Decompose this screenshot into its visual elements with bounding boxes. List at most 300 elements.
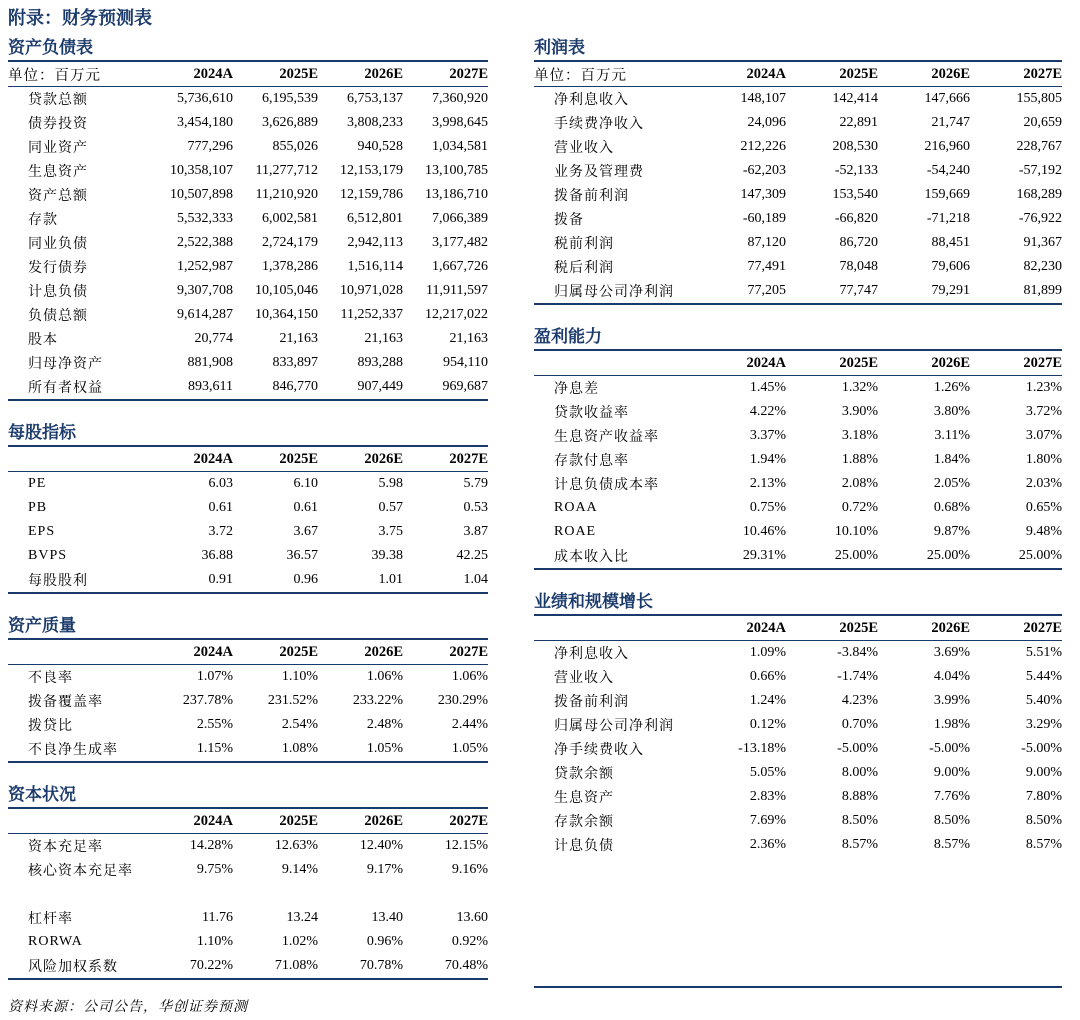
cell-value: 71.08%: [274, 958, 318, 973]
cell-value: 79,606: [931, 259, 970, 274]
cell-value: 24,096: [747, 115, 786, 130]
cell-value: 77,747: [839, 283, 878, 298]
cell-value: 3.75: [378, 524, 403, 539]
cell-value: 0.61: [208, 500, 233, 515]
unit-label: 单位：百万元: [534, 67, 627, 84]
row-label: 生息资产: [554, 791, 614, 806]
table-row: [534, 641, 1062, 666]
cell-value: 237.78%: [182, 693, 233, 708]
row-label: 所有者权益: [28, 381, 103, 396]
cell-value: 4.22%: [749, 404, 786, 419]
table-row: [534, 809, 1062, 833]
cell-value: 881,908: [187, 355, 233, 370]
cell-value: -71,218: [926, 211, 970, 226]
cell-value: 159,669: [924, 187, 970, 202]
cell-value: 70.22%: [189, 958, 233, 973]
cell-value: 21,163: [449, 331, 488, 346]
cell-value: 25.00%: [834, 548, 878, 563]
table-row: [534, 231, 1062, 255]
table-row: [534, 713, 1062, 737]
cell-value: 3.67: [293, 524, 318, 539]
cell-value: 21,163: [364, 331, 403, 346]
row-label: 归母净资产: [28, 357, 103, 372]
table-row: [8, 231, 488, 255]
cell-value: 0.65%: [1025, 500, 1062, 515]
table-row: [534, 785, 1062, 809]
cell-value: 2.54%: [281, 717, 318, 732]
cell-value: 0.61: [293, 500, 318, 515]
cell-value: 3.18%: [841, 428, 878, 443]
table-row: [8, 255, 488, 279]
income-statement-title: 利润表: [534, 36, 1062, 62]
cell-value: 954,110: [443, 355, 488, 370]
row-label: 同业资产: [28, 141, 88, 156]
cell-value: 11,277,712: [255, 163, 318, 178]
row-label: 净利息收入: [554, 647, 629, 662]
table-row: [8, 375, 488, 400]
spacer-row: [8, 882, 488, 906]
row-label: 归属母公司净利润: [554, 719, 674, 734]
cell-value: 2.05%: [933, 476, 970, 491]
cell-value: 5.51%: [1025, 645, 1062, 660]
cell-value: 4.23%: [841, 693, 878, 708]
row-label: 营业收入: [554, 671, 614, 686]
row-label: 贷款余额: [554, 767, 614, 782]
row-label: 存款余额: [554, 815, 614, 830]
year-header: 2025E: [839, 65, 878, 82]
cell-value: 8.57%: [1025, 837, 1062, 852]
cell-value: 8.57%: [933, 837, 970, 852]
cell-value: 212,226: [740, 139, 786, 154]
cell-value: 1.04: [463, 572, 488, 587]
cell-value: 1.32%: [841, 380, 878, 395]
cell-value: 230.29%: [437, 693, 488, 708]
table-header-row: [534, 616, 1062, 641]
cell-value: 5.44%: [1025, 669, 1062, 684]
row-label: BVPS: [28, 548, 68, 563]
cell-value: 10,358,107: [170, 163, 233, 178]
cell-value: 0.92%: [451, 934, 488, 949]
cell-value: 2.36%: [749, 837, 786, 852]
cell-value: 148,107: [740, 91, 786, 106]
cell-value: 10,507,898: [170, 187, 233, 202]
row-label: PB: [28, 500, 48, 515]
year-header: 2025E: [279, 812, 318, 829]
row-label: 股本: [28, 333, 58, 348]
row-label: 业务及管理费: [554, 165, 644, 180]
table-header-row: [534, 351, 1062, 376]
cell-value: 21,747: [931, 115, 970, 130]
cell-value: 2.55%: [196, 717, 233, 732]
cell-value: 9.48%: [1025, 524, 1062, 539]
cell-value: 6,512,801: [347, 211, 403, 226]
cell-value: 2,522,388: [177, 235, 233, 250]
cell-value: -66,820: [834, 211, 878, 226]
table-row: [534, 496, 1062, 520]
cell-value: 81,899: [1023, 283, 1062, 298]
cell-value: 14.28%: [189, 838, 233, 853]
table-row: [8, 834, 488, 859]
cell-value: 10,364,150: [255, 307, 318, 322]
cell-value: 12.15%: [444, 838, 488, 853]
cell-value: 3.07%: [1025, 428, 1062, 443]
cell-value: 11,210,920: [255, 187, 318, 202]
growth-table: [534, 616, 1062, 857]
table-row: [534, 400, 1062, 424]
cell-value: 1.08%: [281, 741, 318, 756]
table-row: [8, 472, 488, 497]
table-header-row: [8, 640, 488, 665]
cell-value: 12,217,022: [425, 307, 488, 322]
row-label: 存款付息率: [554, 454, 629, 469]
cell-value: 1.02%: [281, 934, 318, 949]
unit-label: 单位：百万元: [8, 67, 101, 84]
cell-value: 12.63%: [274, 838, 318, 853]
cell-value: 969,687: [442, 379, 488, 394]
cell-value: 2,942,113: [347, 235, 403, 250]
table-row: [8, 111, 488, 135]
cell-value: 5,532,333: [177, 211, 233, 226]
table-row: [8, 159, 488, 183]
cell-value: -62,203: [742, 163, 786, 178]
row-label: 拨备: [554, 213, 584, 228]
cell-value: -5.00%: [837, 741, 878, 756]
balance-sheet-title: 资产负债表: [8, 36, 488, 62]
cell-value: 3.99%: [933, 693, 970, 708]
cell-value: 9.87%: [933, 524, 970, 539]
table-row: [534, 424, 1062, 448]
left-column: [8, 36, 488, 980]
cell-value: 5,736,610: [177, 91, 233, 106]
table-row: [534, 207, 1062, 231]
cell-value: 0.96: [293, 572, 318, 587]
cell-value: 5.98: [378, 476, 403, 491]
cell-value: 168,289: [1016, 187, 1062, 202]
cell-value: -3.84%: [837, 645, 878, 660]
cell-value: 3,998,645: [432, 115, 488, 130]
cell-value: 3,454,180: [177, 115, 233, 130]
cell-value: 777,296: [187, 139, 233, 154]
cell-value: 0.68%: [933, 500, 970, 515]
cell-value: 1.26%: [933, 380, 970, 395]
cell-value: 1.84%: [933, 452, 970, 467]
cell-value: 3,177,482: [432, 235, 488, 250]
table-row: [8, 520, 488, 544]
table-row: [534, 689, 1062, 713]
cell-value: 0.66%: [749, 669, 786, 684]
cell-value: 0.70%: [841, 717, 878, 732]
row-label: 净手续费收入: [554, 743, 644, 758]
cell-value: 907,449: [357, 379, 403, 394]
year-header: 2024A: [746, 65, 786, 82]
growth-title: 业绩和规模增长: [534, 590, 1062, 616]
row-label: PE: [28, 476, 47, 491]
year-header: 2027E: [1023, 354, 1062, 371]
cell-value: 228,767: [1016, 139, 1062, 154]
table-row: [8, 665, 488, 690]
cell-value: 10.10%: [834, 524, 878, 539]
cell-value: 5.05%: [749, 765, 786, 780]
table-row: [8, 351, 488, 375]
table-row: [8, 906, 488, 930]
cell-value: 3.72: [208, 524, 233, 539]
cell-value: 5.40%: [1025, 693, 1062, 708]
cell-value: -76,922: [1018, 211, 1062, 226]
row-label: 负债总额: [28, 309, 88, 324]
cell-value: 70.78%: [359, 958, 403, 973]
cell-value: 79,291: [931, 283, 970, 298]
cell-value: 2.83%: [749, 789, 786, 804]
cell-value: 833,897: [272, 355, 318, 370]
cell-value: 940,528: [357, 139, 403, 154]
cell-value: 6.03: [208, 476, 233, 491]
cell-value: 1.45%: [749, 380, 786, 395]
table-row: [534, 761, 1062, 785]
cell-value: 0.53: [463, 500, 488, 515]
cell-value: 3.80%: [933, 404, 970, 419]
per-share-title: 每股指标: [8, 421, 488, 447]
row-label: 核心资本充足率: [28, 864, 133, 879]
cell-value: 1,252,987: [177, 259, 233, 274]
cell-value: 893,288: [357, 355, 403, 370]
row-label: 净息差: [554, 382, 599, 397]
cell-value: 87,120: [747, 235, 786, 250]
cell-value: 5.79: [463, 476, 488, 491]
table-row: [534, 111, 1062, 135]
year-header: 2025E: [279, 643, 318, 660]
cell-value: 1.88%: [841, 452, 878, 467]
source-note: 资料来源：公司公告，华创证券预测: [8, 999, 248, 1015]
year-header: 2025E: [279, 65, 318, 82]
year-header: 2024A: [193, 812, 233, 829]
cell-value: 147,666: [924, 91, 970, 106]
cell-value: 3.11%: [934, 428, 970, 443]
cell-value: 1.05%: [451, 741, 488, 756]
cell-value: 142,414: [832, 91, 878, 106]
cell-value: 12,153,179: [340, 163, 403, 178]
cell-value: 36.88: [201, 548, 233, 563]
table-header-row: [8, 62, 488, 87]
table-row: [8, 689, 488, 713]
cell-value: 9.00%: [1025, 765, 1062, 780]
row-label: 拨备前利润: [554, 189, 629, 204]
cell-value: 2.13%: [749, 476, 786, 491]
year-header: 2027E: [449, 450, 488, 467]
cell-value: 10,971,028: [340, 283, 403, 298]
cell-value: 1.98%: [933, 717, 970, 732]
table-header-row: [8, 809, 488, 834]
row-label: 生息资产收益率: [554, 430, 659, 445]
cell-value: 20,774: [194, 331, 233, 346]
row-label: 不良净生成率: [28, 743, 118, 758]
table-row: [8, 135, 488, 159]
row-label: 计息负债: [554, 839, 614, 854]
cell-value: 1.23%: [1025, 380, 1062, 395]
cell-value: 3,626,889: [262, 115, 318, 130]
row-label: 资产总额: [28, 189, 88, 204]
row-label: 不良率: [28, 671, 73, 686]
cell-value: 2.03%: [1025, 476, 1062, 491]
row-label: 贷款收益率: [554, 406, 629, 421]
table-row: [8, 327, 488, 351]
cell-value: 1.01: [378, 572, 403, 587]
year-header: 2026E: [364, 812, 403, 829]
cell-value: 3.37%: [749, 428, 786, 443]
cell-value: 1.06%: [366, 669, 403, 684]
cell-value: 1.24%: [749, 693, 786, 708]
cell-value: 6.10: [293, 476, 318, 491]
balance-sheet-table: [8, 62, 488, 401]
cell-value: 1.05%: [366, 741, 403, 756]
table-header-row: [534, 62, 1062, 87]
row-label: 生息资产: [28, 165, 88, 180]
row-label: 拨贷比: [28, 719, 73, 734]
cell-value: 29.31%: [742, 548, 786, 563]
row-label: ROAE: [554, 524, 597, 539]
cell-value: 3.72%: [1025, 404, 1062, 419]
cell-value: 13,100,785: [425, 163, 488, 178]
year-header: 2025E: [279, 450, 318, 467]
cell-value: -5.00%: [1021, 741, 1062, 756]
row-label: 杠杆率: [28, 912, 73, 927]
cell-value: 0.96%: [366, 934, 403, 949]
cell-value: 1.94%: [749, 452, 786, 467]
cell-value: 10,105,046: [255, 283, 318, 298]
cell-value: 82,230: [1023, 259, 1062, 274]
cell-value: 8.50%: [1025, 813, 1062, 828]
table-row: [8, 496, 488, 520]
cell-value: 13.40: [371, 910, 403, 925]
row-label: 税后利润: [554, 261, 614, 276]
table-row: [534, 376, 1062, 401]
table-row: [8, 713, 488, 737]
cell-value: 0.75%: [749, 500, 786, 515]
cell-value: 1.10%: [281, 669, 318, 684]
table-row: [8, 544, 488, 568]
year-header: 2025E: [839, 354, 878, 371]
cell-value: 8.88%: [841, 789, 878, 804]
cell-value: 846,770: [272, 379, 318, 394]
cell-value: 9.14%: [281, 862, 318, 877]
cell-value: 77,491: [747, 259, 786, 274]
profitability-title: 盈利能力: [534, 325, 1062, 351]
year-header: 2024A: [193, 643, 233, 660]
cell-value: 7,066,389: [432, 211, 488, 226]
table-row: [8, 858, 488, 882]
cell-value: 8.57%: [841, 837, 878, 852]
cell-value: 3.87: [463, 524, 488, 539]
year-header: 2025E: [839, 619, 878, 636]
cell-value: 9.17%: [366, 862, 403, 877]
asset-quality-table: [8, 640, 488, 763]
table-row: [534, 665, 1062, 689]
year-header: 2027E: [449, 812, 488, 829]
cell-value: 7.76%: [933, 789, 970, 804]
year-header: 2024A: [746, 619, 786, 636]
table-row: [534, 472, 1062, 496]
row-label: 营业收入: [554, 141, 614, 156]
cell-value: 13.60: [456, 910, 488, 925]
row-label: 税前利润: [554, 237, 614, 252]
asset-quality-title: 资产质量: [8, 614, 488, 640]
row-label: 归属母公司净利润: [554, 285, 674, 300]
row-label: 每股股利: [28, 574, 88, 589]
cell-value: 12.40%: [359, 838, 403, 853]
cell-value: 9.75%: [196, 862, 233, 877]
cell-value: 1,378,286: [262, 259, 318, 274]
cell-value: 70.48%: [444, 958, 488, 973]
table-row: [534, 737, 1062, 761]
cell-value: 0.72%: [841, 500, 878, 515]
cell-value: 155,805: [1016, 91, 1062, 106]
cell-value: 20,659: [1023, 115, 1062, 130]
cell-value: 1.07%: [196, 669, 233, 684]
row-label: RORWA: [28, 934, 83, 949]
cell-value: 0.91: [208, 572, 233, 587]
cell-value: 1,667,726: [432, 259, 488, 274]
table-row: [534, 183, 1062, 207]
cell-value: 3.29%: [1025, 717, 1062, 732]
cell-value: 36.57: [286, 548, 318, 563]
cell-value: 1,034,581: [432, 139, 488, 154]
cell-value: 88,451: [931, 235, 970, 250]
cell-value: 2.48%: [366, 717, 403, 732]
cell-value: 153,540: [832, 187, 878, 202]
table-row: [8, 954, 488, 979]
cell-value: -60,189: [742, 211, 786, 226]
cell-value: 9,307,708: [177, 283, 233, 298]
table-row: [534, 544, 1062, 569]
cell-value: 2.08%: [841, 476, 878, 491]
cell-value: -52,133: [834, 163, 878, 178]
year-header: 2026E: [931, 354, 970, 371]
table-row: [8, 87, 488, 112]
cell-value: 8.50%: [933, 813, 970, 828]
cell-value: 13.24: [286, 910, 318, 925]
row-label: ROAA: [554, 500, 598, 515]
row-label: 计息负债: [28, 285, 88, 300]
cell-value: 1,516,114: [347, 259, 403, 274]
table-row: [8, 568, 488, 593]
row-label: 净利息收入: [554, 93, 629, 108]
row-label: 成本收入比: [554, 550, 629, 565]
cell-value: 231.52%: [267, 693, 318, 708]
cell-value: 6,002,581: [262, 211, 318, 226]
cell-value: 86,720: [839, 235, 878, 250]
table-row: [534, 279, 1062, 304]
year-header: 2026E: [931, 65, 970, 82]
cell-value: 7.69%: [749, 813, 786, 828]
year-header: 2027E: [1023, 65, 1062, 82]
profitability-table: [534, 351, 1062, 570]
cell-value: 855,026: [272, 139, 318, 154]
cell-value: 3.90%: [841, 404, 878, 419]
cell-value: 8.50%: [841, 813, 878, 828]
table-row: [534, 87, 1062, 112]
cell-value: 7,360,920: [432, 91, 488, 106]
cell-value: 1.09%: [749, 645, 786, 660]
cell-value: 11.76: [202, 910, 233, 925]
cell-value: 11,911,597: [426, 283, 488, 298]
table-row: [8, 737, 488, 762]
cell-value: 78,048: [839, 259, 878, 274]
cell-value: 1.15%: [196, 741, 233, 756]
cell-value: 0.57: [378, 500, 403, 515]
bottom-rule: [534, 986, 1062, 988]
row-label: 计息负债成本率: [554, 478, 659, 493]
cell-value: 6,195,539: [262, 91, 318, 106]
cell-value: 3,808,233: [347, 115, 403, 130]
